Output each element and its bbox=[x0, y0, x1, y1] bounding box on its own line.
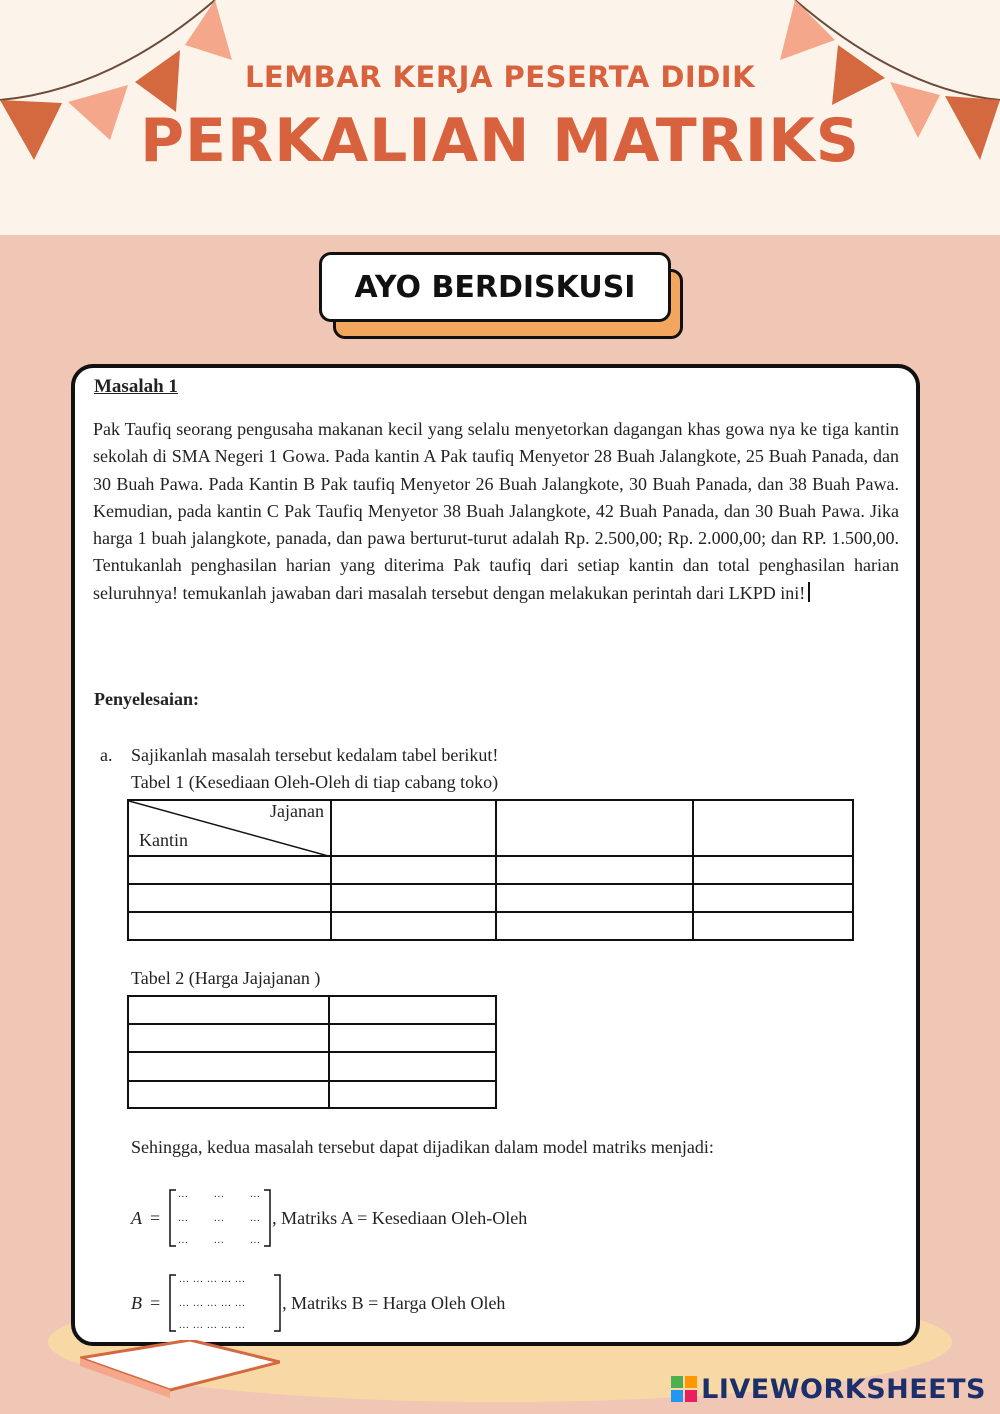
matrix-b-dots: ... ... ... ... ... bbox=[179, 1274, 246, 1285]
table1-cell[interactable] bbox=[128, 884, 331, 912]
solution-label: Penyelesaian: bbox=[94, 689, 199, 709]
table1-cell[interactable] bbox=[331, 884, 496, 912]
table2-cell[interactable] bbox=[329, 1081, 496, 1108]
table-kesediaan bbox=[127, 799, 854, 941]
matrix-b-cells bbox=[179, 1273, 275, 1333]
item-a bbox=[100, 745, 498, 766]
matrix-a-dots: ... bbox=[250, 1189, 261, 1200]
matrix-b-dots: ... ... ... ... ... bbox=[179, 1320, 246, 1331]
matrix-a-var: A bbox=[131, 1207, 142, 1228]
matrix-a-row bbox=[131, 1188, 527, 1248]
matrix-b-var: B bbox=[131, 1292, 142, 1313]
table1-cell[interactable] bbox=[693, 856, 853, 884]
liveworksheets-logo-text: LIVEWORKSHEETS bbox=[701, 1374, 986, 1405]
table1-cell[interactable] bbox=[331, 800, 496, 856]
matrix-a-dots: ... bbox=[178, 1235, 189, 1246]
table1-cell[interactable] bbox=[693, 800, 853, 856]
matrix-a-desc: , Matriks A = Kesediaan Oleh-Oleh bbox=[272, 1207, 528, 1228]
matrix-a-eq: = bbox=[150, 1207, 161, 1228]
matrix-a-dots: ... bbox=[250, 1213, 261, 1224]
problem-heading: Masalah 1 bbox=[94, 376, 178, 397]
worksheet-subtitle: LEMBAR KERJA PESERTA DIDIK bbox=[244, 60, 756, 94]
table2-cell[interactable] bbox=[329, 996, 496, 1024]
table1-caption: Tabel 1 (Kesediaan Oleh-Oleh di tiap cabang toko) bbox=[131, 772, 499, 792]
table2-cell[interactable] bbox=[329, 1052, 496, 1081]
matrix-a-cells bbox=[178, 1188, 268, 1248]
table1-cell[interactable] bbox=[496, 800, 693, 856]
matrix-b-body bbox=[168, 1273, 282, 1333]
table1-header-top: Jajanan bbox=[270, 801, 324, 821]
worksheet-title: PERKALIAN MATRIKS bbox=[140, 106, 860, 176]
table1-cell[interactable] bbox=[496, 912, 693, 940]
matrix-b-desc: , Matriks B = Harga Oleh Oleh bbox=[282, 1292, 506, 1313]
matrix-b-dots: ... ... ... ... ... bbox=[179, 1298, 246, 1309]
liveworksheets-logo-icon bbox=[671, 1376, 699, 1404]
table1-header-bottom: Kantin bbox=[139, 830, 188, 850]
matrix-b-row bbox=[131, 1273, 505, 1333]
problem-text bbox=[93, 416, 899, 607]
table1-cell[interactable] bbox=[496, 884, 693, 912]
book-icon bbox=[80, 1340, 280, 1400]
text-cursor bbox=[808, 582, 810, 602]
matrix-a-body bbox=[168, 1188, 272, 1248]
table1-header-cell bbox=[128, 800, 331, 856]
table2-caption: Tabel 2 (Harga Jajajanan ) bbox=[131, 968, 321, 988]
table1-cell[interactable] bbox=[693, 884, 853, 912]
table1-cell[interactable] bbox=[693, 912, 853, 940]
matrix-a-dots: ... bbox=[178, 1213, 189, 1224]
table1-cell[interactable] bbox=[496, 856, 693, 884]
matrix-a-dots: ... bbox=[214, 1189, 225, 1200]
item-a-marker: a. bbox=[100, 745, 113, 765]
matrix-a-dots: ... bbox=[214, 1213, 225, 1224]
matrix-b-eq: = bbox=[150, 1292, 161, 1313]
table2-cell[interactable] bbox=[128, 1081, 329, 1108]
table1-cell[interactable] bbox=[331, 912, 496, 940]
matrix-a-dots: ... bbox=[250, 1235, 261, 1246]
matrix-sentence: Sehingga, kedua masalah tersebut dapat dijadikan dalam model matriks menjadi: bbox=[131, 1137, 714, 1157]
item-a-text: Sajikanlah masalah tersebut kedalam tabel berikut! bbox=[131, 745, 499, 765]
table1-cell[interactable] bbox=[128, 856, 331, 884]
matrix-a-dots: ... bbox=[178, 1189, 189, 1200]
table2-cell[interactable] bbox=[128, 1052, 329, 1081]
liveworksheets-logo bbox=[671, 1374, 986, 1405]
problem-body: Pak Taufiq seorang pengusaha makanan kecil yang selalu menyetorkan dagangan khas gowa nya ke tiga kantin sekolah di SMA Negeri 1 Gowa. Pada kantin A Pak taufiq Menyetor 28 Buah Jalangkote, 25 Buah Panada, dan 30 Buah Pawa. Pada Kantin B Pak taufiq Menyetor 26 Buah Jalangkote, 30 Buah Panada, dan 38 Buah Pawa. Kemudian, pada kantin C Pak Taufiq Menyetor 38 Buah Jalangkote, 42 Buah Panada, dan 30 Buah Pawa. Jika harga 1 buah jalangkote, panada, dan pawa berturut-turut adalah Rp. 2.500,00; Rp. 2.000,00; dan RP. 1.500,00. Tentukanlah penghasilan harian yang diterima Pak taufiq dari setiap kantin dan total penghasilan harian seluruhnya! temukanlah jawaban dari masalah tersebut dengan melakukan perintah dari LKPD ini! bbox=[93, 419, 899, 603]
section-badge: AYO BERDISKUSI bbox=[319, 252, 671, 322]
table1-cell[interactable] bbox=[331, 856, 496, 884]
table2-cell[interactable] bbox=[128, 1024, 329, 1052]
table1-cell[interactable] bbox=[128, 912, 331, 940]
table2-cell[interactable] bbox=[128, 996, 329, 1024]
table2-cell[interactable] bbox=[329, 1024, 496, 1052]
table-harga bbox=[127, 995, 497, 1109]
matrix-a-dots: ... bbox=[214, 1235, 225, 1246]
